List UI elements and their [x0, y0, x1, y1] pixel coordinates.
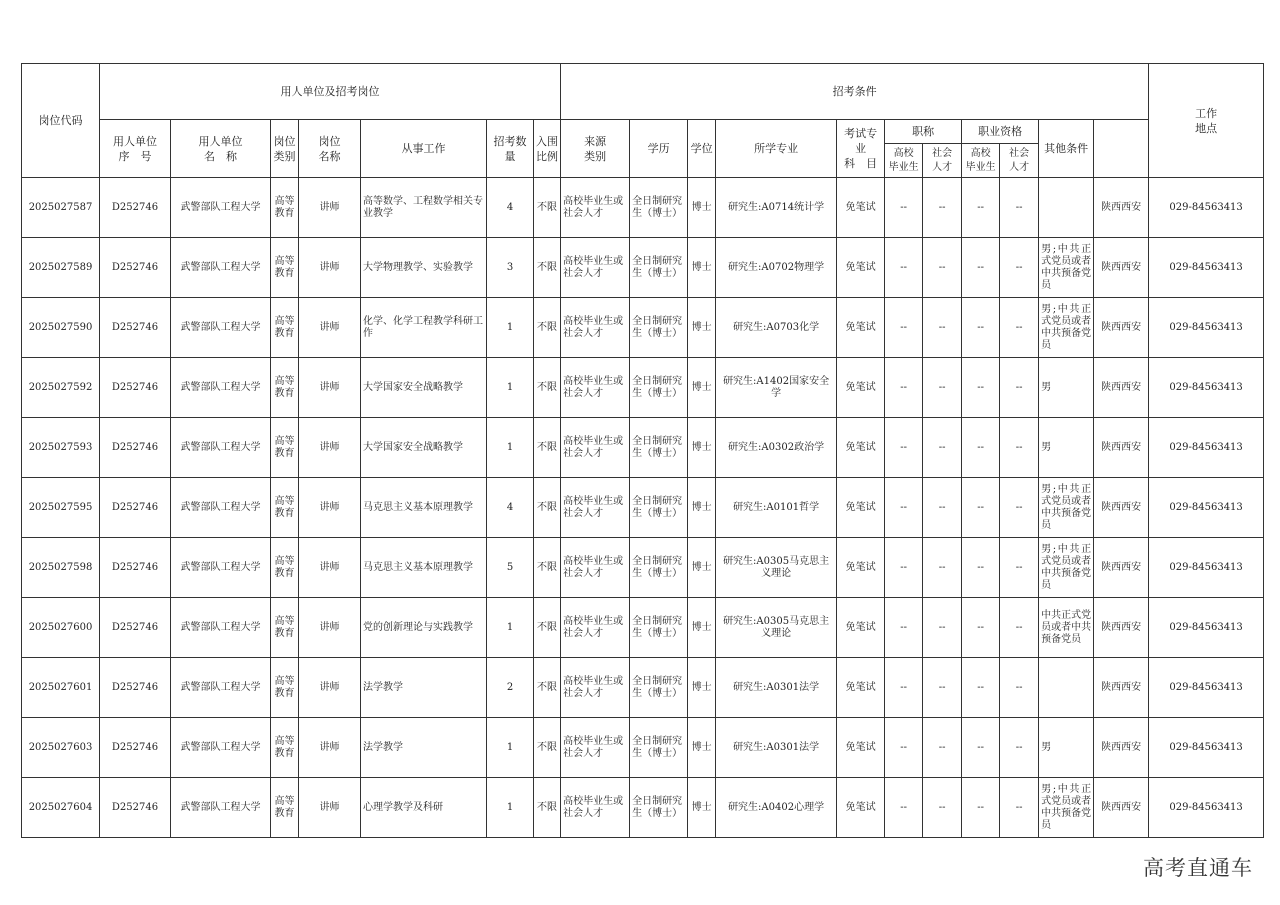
count-cell: 4 — [487, 178, 534, 238]
source-cell: 高校毕业生或社会人才 — [561, 358, 630, 418]
phone-cell: 029-84563413 — [1149, 718, 1264, 778]
education-cell: 全日制研究生（博士） — [630, 778, 688, 838]
major-cell: 研究生:A0101哲学 — [716, 478, 837, 538]
place-cell: 陕西西安 — [1094, 478, 1149, 538]
header-post-name: 岗位 名称 — [299, 120, 361, 178]
post-code-cell: 2025027593 — [22, 418, 100, 478]
post-type-cell: 高等 教育 — [271, 238, 299, 298]
header-qual-grad: 高校 毕业生 — [962, 144, 1000, 178]
table-row — [22, 238, 1264, 298]
qual-social-cell: -- — [1000, 538, 1039, 598]
post-name-cell: 讲师 — [299, 418, 361, 478]
degree-cell: 博士 — [688, 478, 716, 538]
source-cell: 高校毕业生或社会人才 — [561, 478, 630, 538]
count-cell: 1 — [487, 598, 534, 658]
exam-cell: 免笔试 — [837, 778, 885, 838]
post-code-cell: 2025027587 — [22, 178, 100, 238]
unit-seq-cell: D252746 — [100, 718, 171, 778]
header-ratio: 入围 比例 — [534, 120, 561, 178]
unit-name-cell: 武警部队工程大学 — [171, 298, 271, 358]
unit-seq-cell: D252746 — [100, 418, 171, 478]
post-code-cell: 2025027603 — [22, 718, 100, 778]
unit-seq-cell: D252746 — [100, 478, 171, 538]
count-cell: 1 — [487, 718, 534, 778]
post-name-cell: 讲师 — [299, 538, 361, 598]
title-grad-cell: -- — [885, 298, 923, 358]
qual-grad-cell: -- — [962, 478, 1000, 538]
unit-name-cell: 武警部队工程大学 — [171, 178, 271, 238]
qual-social-cell: -- — [1000, 178, 1039, 238]
table-row — [22, 658, 1264, 718]
count-cell: 1 — [487, 418, 534, 478]
degree-cell: 博士 — [688, 658, 716, 718]
header-post-code: 岗位代码 — [22, 64, 100, 178]
post-name-cell: 讲师 — [299, 598, 361, 658]
header-title-social: 社会 人才 — [923, 144, 962, 178]
source-cell: 高校毕业生或社会人才 — [561, 178, 630, 238]
unit-name-cell: 武警部队工程大学 — [171, 718, 271, 778]
recruitment-table — [21, 63, 1264, 838]
qual-grad-cell: -- — [962, 358, 1000, 418]
table-body — [22, 178, 1264, 838]
post-name-cell: 讲师 — [299, 658, 361, 718]
major-cell: 研究生:A0302政治学 — [716, 418, 837, 478]
place-cell: 陕西西安 — [1094, 178, 1149, 238]
education-cell: 全日制研究生（博士） — [630, 598, 688, 658]
post-code-cell: 2025027589 — [22, 238, 100, 298]
other-cell: 男;中共正式党员或者中共预备党员 — [1039, 538, 1094, 598]
education-cell: 全日制研究生（博士） — [630, 658, 688, 718]
other-cell: 男 — [1039, 358, 1094, 418]
header-source: 来源 类别 — [561, 120, 630, 178]
title-social-cell: -- — [923, 718, 962, 778]
place-cell: 陕西西安 — [1094, 298, 1149, 358]
other-cell: 男;中共正式党员或者中共预备党员 — [1039, 298, 1094, 358]
exam-cell: 免笔试 — [837, 478, 885, 538]
post-type-cell: 高等 教育 — [271, 358, 299, 418]
qual-social-cell: -- — [1000, 358, 1039, 418]
post-type-cell: 高等 教育 — [271, 478, 299, 538]
header-unit-name: 用人单位 名 称 — [171, 120, 271, 178]
major-cell: 研究生:A1402国家安全学 — [716, 358, 837, 418]
post-code-cell: 2025027595 — [22, 478, 100, 538]
title-social-cell: -- — [923, 178, 962, 238]
qual-social-cell: -- — [1000, 418, 1039, 478]
phone-cell: 029-84563413 — [1149, 598, 1264, 658]
place-cell: 陕西西安 — [1094, 358, 1149, 418]
title-grad-cell: -- — [885, 418, 923, 478]
source-cell: 高校毕业生或社会人才 — [561, 718, 630, 778]
education-cell: 全日制研究生（博士） — [630, 418, 688, 478]
work-cell: 大学国家安全战略教学 — [361, 358, 487, 418]
phone-cell: 029-84563413 — [1149, 178, 1264, 238]
qual-social-cell: -- — [1000, 658, 1039, 718]
title-grad-cell: -- — [885, 778, 923, 838]
ratio-cell: 不限 — [534, 238, 561, 298]
post-type-cell: 高等 教育 — [271, 778, 299, 838]
phone-cell: 029-84563413 — [1149, 358, 1264, 418]
count-cell: 1 — [487, 298, 534, 358]
major-cell: 研究生:A0703化学 — [716, 298, 837, 358]
exam-cell: 免笔试 — [837, 238, 885, 298]
table-row — [22, 538, 1264, 598]
exam-cell: 免笔试 — [837, 718, 885, 778]
other-cell: 中共正式党员或者中共预备党员 — [1039, 598, 1094, 658]
major-cell: 研究生:A0301法学 — [716, 718, 837, 778]
work-cell: 化学、化学工程教学科研工作 — [361, 298, 487, 358]
post-code-cell: 2025027600 — [22, 598, 100, 658]
qual-social-cell: -- — [1000, 238, 1039, 298]
work-cell: 法学教学 — [361, 658, 487, 718]
title-social-cell: -- — [923, 238, 962, 298]
ratio-cell: 不限 — [534, 418, 561, 478]
ratio-cell: 不限 — [534, 718, 561, 778]
source-cell: 高校毕业生或社会人才 — [561, 538, 630, 598]
header-group-unit: 用人单位及招考岗位 — [100, 64, 561, 120]
place-cell: 陕西西安 — [1094, 718, 1149, 778]
table-row — [22, 478, 1264, 538]
degree-cell: 博士 — [688, 358, 716, 418]
education-cell: 全日制研究生（博士） — [630, 238, 688, 298]
education-cell: 全日制研究生（博士） — [630, 478, 688, 538]
header-work-place: 工作 地点 — [1149, 64, 1264, 178]
education-cell: 全日制研究生（博士） — [630, 718, 688, 778]
ratio-cell: 不限 — [534, 358, 561, 418]
title-social-cell: -- — [923, 778, 962, 838]
unit-seq-cell: D252746 — [100, 238, 171, 298]
title-social-cell: -- — [923, 298, 962, 358]
degree-cell: 博士 — [688, 238, 716, 298]
table-row — [22, 178, 1264, 238]
other-cell: 男;中共正式党员或者中共预备党员 — [1039, 778, 1094, 838]
qual-grad-cell: -- — [962, 538, 1000, 598]
other-cell — [1039, 178, 1094, 238]
post-name-cell: 讲师 — [299, 238, 361, 298]
qual-social-cell: -- — [1000, 298, 1039, 358]
work-cell: 大学物理教学、实验教学 — [361, 238, 487, 298]
exam-cell: 免笔试 — [837, 178, 885, 238]
unit-name-cell: 武警部队工程大学 — [171, 538, 271, 598]
other-cell — [1039, 658, 1094, 718]
post-type-cell: 高等 教育 — [271, 658, 299, 718]
post-type-cell: 高等 教育 — [271, 178, 299, 238]
header-exam: 考试专业 科 目 — [837, 120, 885, 178]
title-social-cell: -- — [923, 538, 962, 598]
place-cell: 陕西西安 — [1094, 538, 1149, 598]
major-cell: 研究生:A0714统计学 — [716, 178, 837, 238]
unit-seq-cell: D252746 — [100, 298, 171, 358]
work-cell: 马克思主义基本原理教学 — [361, 538, 487, 598]
ratio-cell: 不限 — [534, 178, 561, 238]
table-row — [22, 358, 1264, 418]
ratio-cell: 不限 — [534, 478, 561, 538]
major-cell: 研究生:A0305马克思主义理论 — [716, 538, 837, 598]
header-unit-seq: 用人单位 序 号 — [100, 120, 171, 178]
source-cell: 高校毕业生或社会人才 — [561, 418, 630, 478]
count-cell: 4 — [487, 478, 534, 538]
post-name-cell: 讲师 — [299, 778, 361, 838]
title-grad-cell: -- — [885, 238, 923, 298]
other-cell: 男;中共正式党员或者中共预备党员 — [1039, 478, 1094, 538]
unit-seq-cell: D252746 — [100, 358, 171, 418]
source-cell: 高校毕业生或社会人才 — [561, 598, 630, 658]
phone-cell: 029-84563413 — [1149, 778, 1264, 838]
qual-social-cell: -- — [1000, 598, 1039, 658]
table-row — [22, 718, 1264, 778]
unit-name-cell: 武警部队工程大学 — [171, 418, 271, 478]
qual-social-cell: -- — [1000, 718, 1039, 778]
education-cell: 全日制研究生（博士） — [630, 298, 688, 358]
unit-seq-cell: D252746 — [100, 658, 171, 718]
post-code-cell: 2025027601 — [22, 658, 100, 718]
title-grad-cell: -- — [885, 598, 923, 658]
header-other: 其他条件 — [1039, 120, 1094, 178]
ratio-cell: 不限 — [534, 598, 561, 658]
count-cell: 3 — [487, 238, 534, 298]
post-type-cell: 高等 教育 — [271, 718, 299, 778]
degree-cell: 博士 — [688, 718, 716, 778]
education-cell: 全日制研究生（博士） — [630, 538, 688, 598]
unit-seq-cell: D252746 — [100, 178, 171, 238]
qual-social-cell: -- — [1000, 478, 1039, 538]
header-title-group: 职称 — [885, 120, 962, 144]
post-code-cell: 2025027592 — [22, 358, 100, 418]
count-cell: 5 — [487, 538, 534, 598]
qual-grad-cell: -- — [962, 298, 1000, 358]
degree-cell: 博士 — [688, 418, 716, 478]
degree-cell: 博士 — [688, 778, 716, 838]
major-cell: 研究生:A0702物理学 — [716, 238, 837, 298]
header-count: 招考数量 — [487, 120, 534, 178]
unit-seq-cell: D252746 — [100, 598, 171, 658]
post-code-cell: 2025027598 — [22, 538, 100, 598]
post-type-cell: 高等 教育 — [271, 418, 299, 478]
header-work: 从事工作 — [361, 120, 487, 178]
unit-name-cell: 武警部队工程大学 — [171, 598, 271, 658]
title-grad-cell: -- — [885, 358, 923, 418]
education-cell: 全日制研究生（博士） — [630, 178, 688, 238]
post-name-cell: 讲师 — [299, 298, 361, 358]
post-name-cell: 讲师 — [299, 178, 361, 238]
title-social-cell: -- — [923, 478, 962, 538]
count-cell: 2 — [487, 658, 534, 718]
phone-cell: 029-84563413 — [1149, 478, 1264, 538]
phone-cell: 029-84563413 — [1149, 658, 1264, 718]
post-name-cell: 讲师 — [299, 478, 361, 538]
header-qual-social: 社会 人才 — [1000, 144, 1039, 178]
degree-cell: 博士 — [688, 178, 716, 238]
count-cell: 1 — [487, 778, 534, 838]
ratio-cell: 不限 — [534, 298, 561, 358]
title-grad-cell: -- — [885, 478, 923, 538]
phone-cell: 029-84563413 — [1149, 538, 1264, 598]
degree-cell: 博士 — [688, 598, 716, 658]
post-code-cell: 2025027604 — [22, 778, 100, 838]
header-education: 学历 — [630, 120, 688, 178]
qual-grad-cell: -- — [962, 598, 1000, 658]
work-cell: 法学教学 — [361, 718, 487, 778]
unit-seq-cell: D252746 — [100, 778, 171, 838]
unit-name-cell: 武警部队工程大学 — [171, 358, 271, 418]
title-social-cell: -- — [923, 598, 962, 658]
exam-cell: 免笔试 — [837, 358, 885, 418]
work-cell: 大学国家安全战略教学 — [361, 418, 487, 478]
work-cell: 高等数学、工程数学相关专业教学 — [361, 178, 487, 238]
title-grad-cell: -- — [885, 718, 923, 778]
qual-grad-cell: -- — [962, 238, 1000, 298]
table-row — [22, 598, 1264, 658]
ratio-cell: 不限 — [534, 778, 561, 838]
source-cell: 高校毕业生或社会人才 — [561, 658, 630, 718]
other-cell: 男 — [1039, 718, 1094, 778]
header-title-grad: 高校 毕业生 — [885, 144, 923, 178]
source-cell: 高校毕业生或社会人才 — [561, 298, 630, 358]
header-post-type: 岗位 类别 — [271, 120, 299, 178]
phone-cell: 029-84563413 — [1149, 238, 1264, 298]
source-cell: 高校毕业生或社会人才 — [561, 778, 630, 838]
place-cell: 陕西西安 — [1094, 418, 1149, 478]
work-cell: 马克思主义基本原理教学 — [361, 478, 487, 538]
title-social-cell: -- — [923, 658, 962, 718]
degree-cell: 博士 — [688, 538, 716, 598]
exam-cell: 免笔试 — [837, 418, 885, 478]
source-cell: 高校毕业生或社会人才 — [561, 238, 630, 298]
other-cell: 男 — [1039, 418, 1094, 478]
phone-cell: 029-84563413 — [1149, 418, 1264, 478]
exam-cell: 免笔试 — [837, 658, 885, 718]
major-cell: 研究生:A0301法学 — [716, 658, 837, 718]
qual-grad-cell: -- — [962, 418, 1000, 478]
watermark: 高考直通车 — [1143, 856, 1253, 880]
qual-grad-cell: -- — [962, 178, 1000, 238]
table-row — [22, 778, 1264, 838]
other-cell: 男;中共正式党员或者中共预备党员 — [1039, 238, 1094, 298]
place-cell: 陕西西安 — [1094, 778, 1149, 838]
unit-name-cell: 武警部队工程大学 — [171, 778, 271, 838]
ratio-cell: 不限 — [534, 538, 561, 598]
table-row — [22, 418, 1264, 478]
qual-social-cell: -- — [1000, 778, 1039, 838]
unit-name-cell: 武警部队工程大学 — [171, 238, 271, 298]
qual-grad-cell: -- — [962, 718, 1000, 778]
title-social-cell: -- — [923, 418, 962, 478]
exam-cell: 免笔试 — [837, 538, 885, 598]
exam-cell: 免笔试 — [837, 298, 885, 358]
work-cell: 心理学教学及科研 — [361, 778, 487, 838]
phone-cell: 029-84563413 — [1149, 298, 1264, 358]
header-major: 所学专业 — [716, 120, 837, 178]
post-code-cell: 2025027590 — [22, 298, 100, 358]
unit-seq-cell: D252746 — [100, 538, 171, 598]
place-cell: 陕西西安 — [1094, 238, 1149, 298]
ratio-cell: 不限 — [534, 658, 561, 718]
qual-grad-cell: -- — [962, 658, 1000, 718]
work-cell: 党的创新理论与实践教学 — [361, 598, 487, 658]
qual-grad-cell: -- — [962, 778, 1000, 838]
title-grad-cell: -- — [885, 538, 923, 598]
title-grad-cell: -- — [885, 178, 923, 238]
count-cell: 1 — [487, 358, 534, 418]
unit-name-cell: 武警部队工程大学 — [171, 658, 271, 718]
title-grad-cell: -- — [885, 658, 923, 718]
major-cell: 研究生:A0402心理学 — [716, 778, 837, 838]
header-group-conditions: 招考条件 — [561, 64, 1149, 120]
post-type-cell: 高等 教育 — [271, 538, 299, 598]
header-qualification-group: 职业资格 — [962, 120, 1039, 144]
unit-name-cell: 武警部队工程大学 — [171, 478, 271, 538]
post-name-cell: 讲师 — [299, 358, 361, 418]
degree-cell: 博士 — [688, 298, 716, 358]
major-cell: 研究生:A0305马克思主义理论 — [716, 598, 837, 658]
place-cell: 陕西西安 — [1094, 598, 1149, 658]
post-type-cell: 高等 教育 — [271, 598, 299, 658]
title-social-cell: -- — [923, 358, 962, 418]
post-type-cell: 高等 教育 — [271, 298, 299, 358]
header-degree: 学位 — [688, 120, 716, 178]
place-cell: 陕西西安 — [1094, 658, 1149, 718]
table-row — [22, 298, 1264, 358]
post-name-cell: 讲师 — [299, 718, 361, 778]
exam-cell: 免笔试 — [837, 598, 885, 658]
education-cell: 全日制研究生（博士） — [630, 358, 688, 418]
